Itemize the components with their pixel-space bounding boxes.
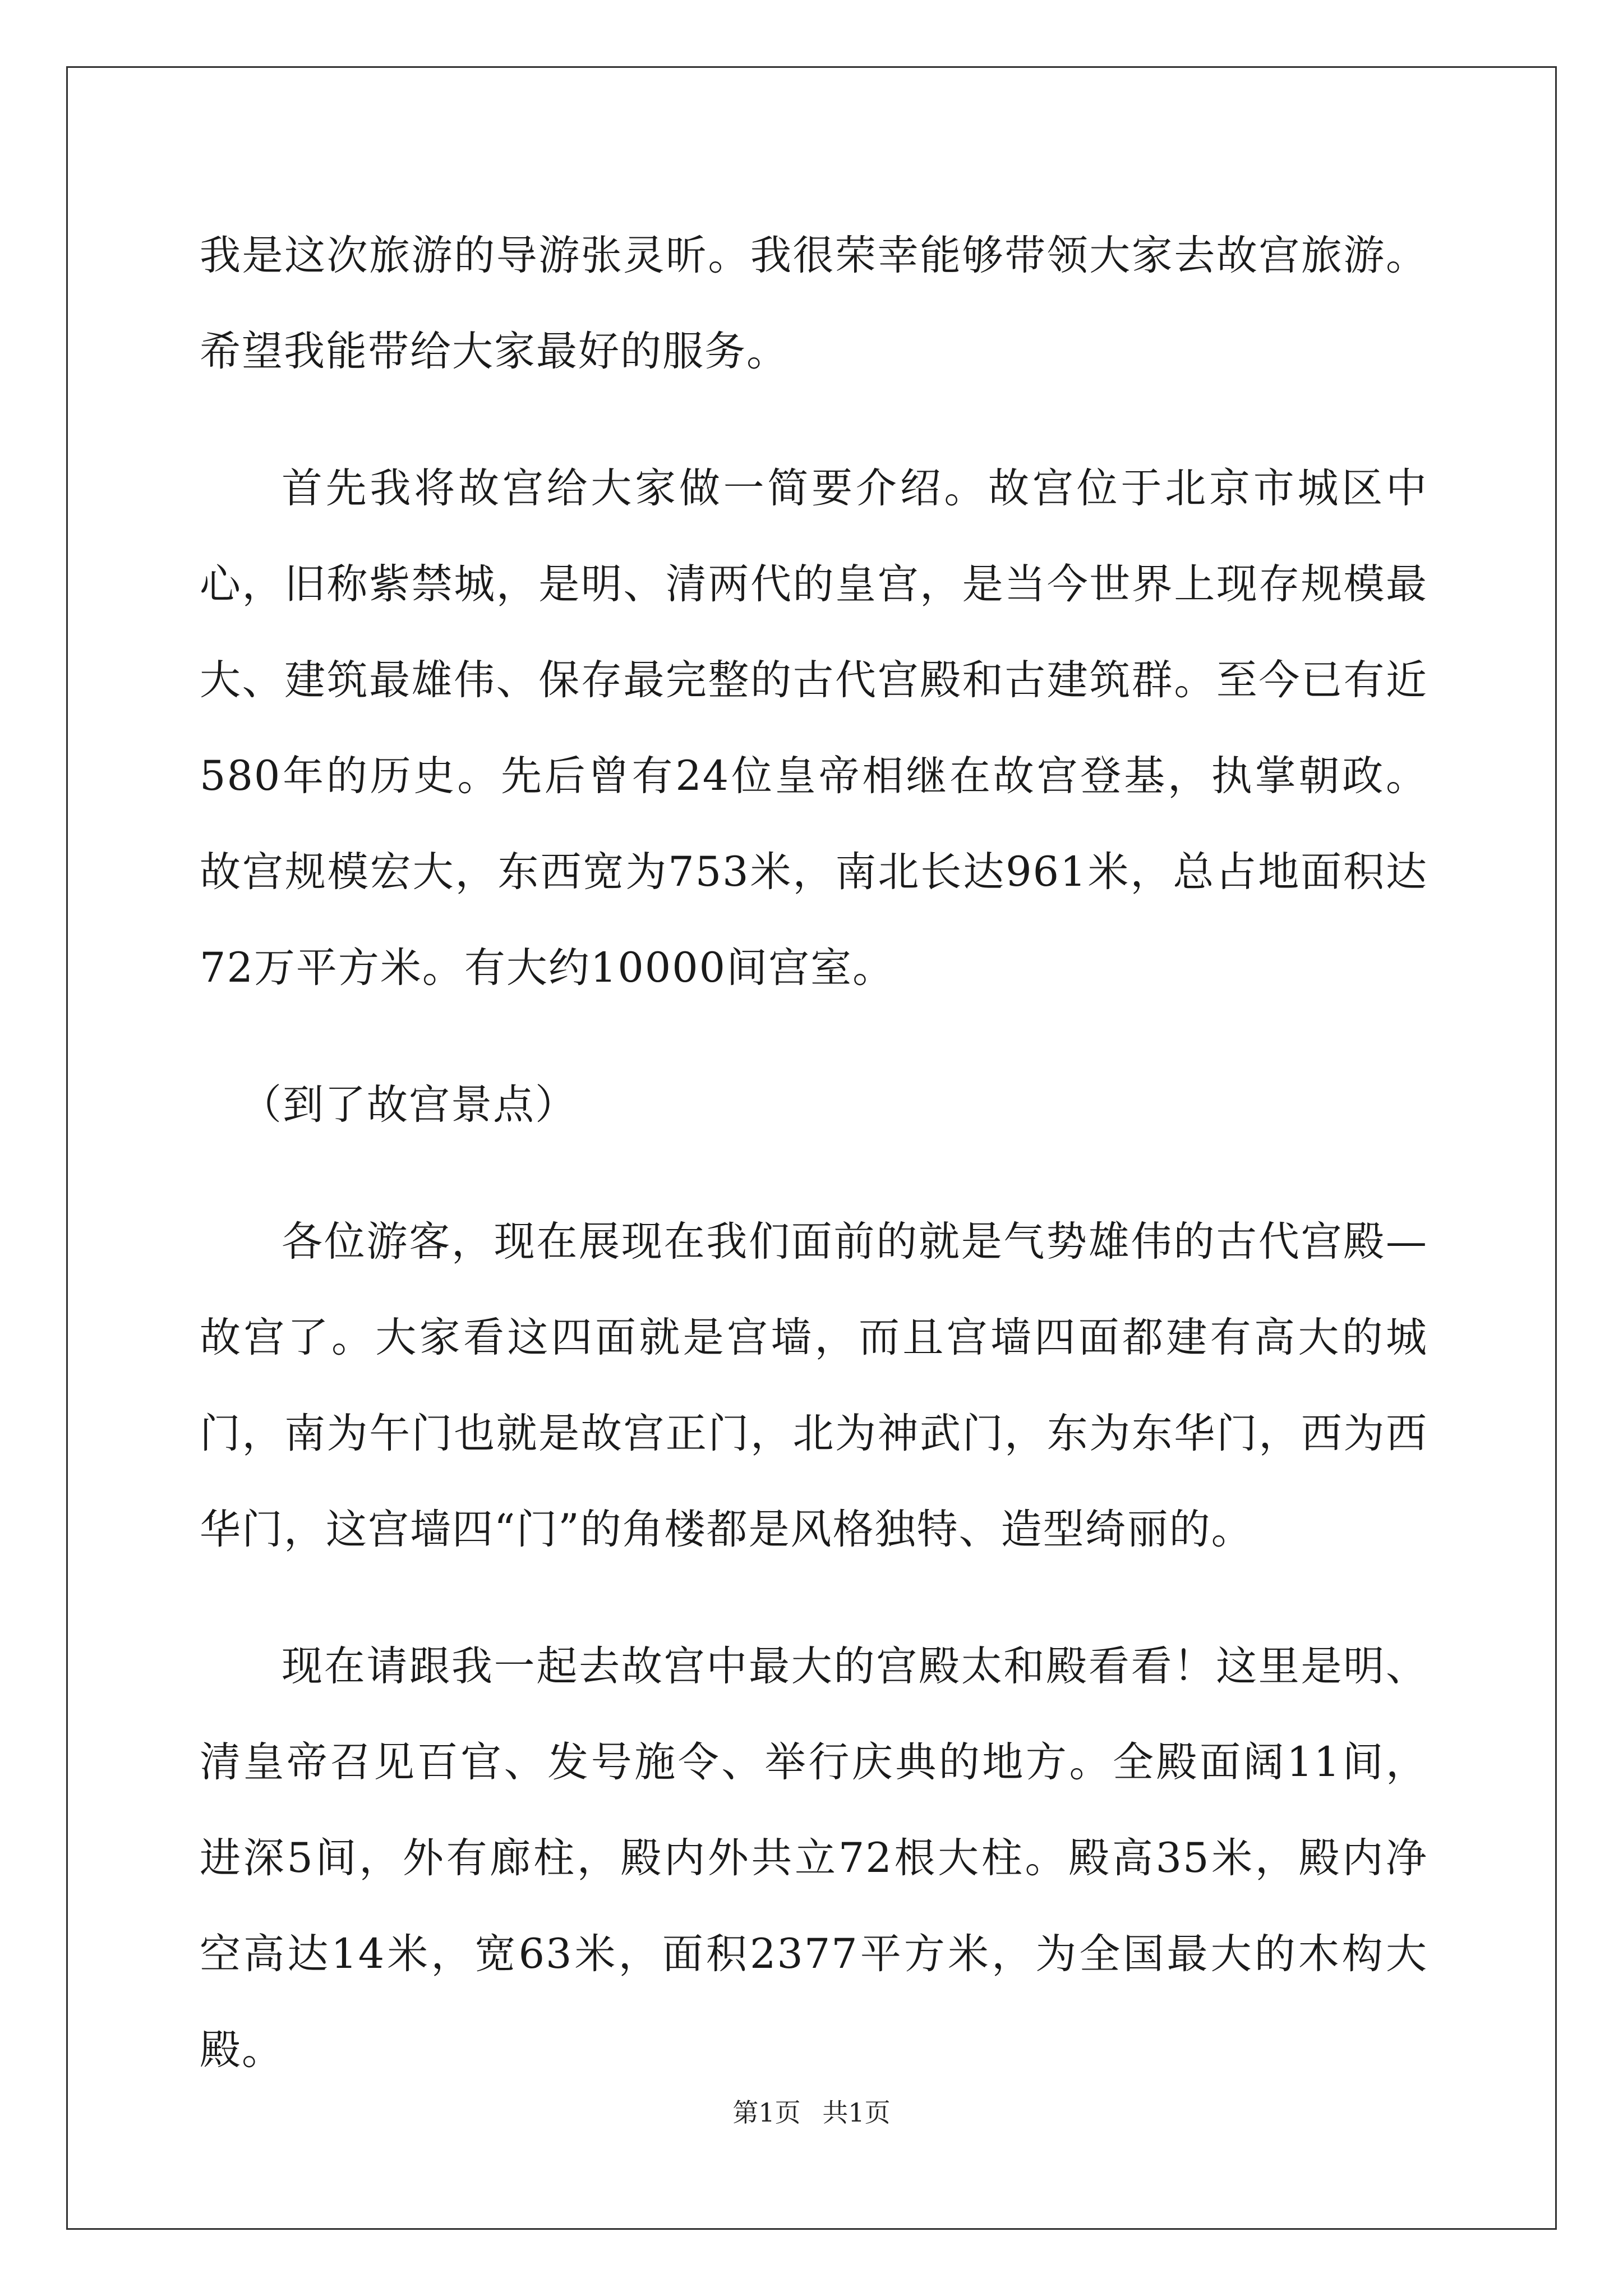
paragraph-intro: 我是这次旅游的导游张灵昕。我很荣幸能够带领大家去故宫旅游。希望我能带给大家最好的服务。: [200, 232, 1428, 375]
page-footer: [0, 2096, 1623, 2129]
page-number-total: 共1页: [822, 2097, 891, 2128]
paragraph-stage-note: （到了故宫景点）: [241, 1081, 577, 1129]
paragraph-overview: 首先我将故宫给大家做一简要介绍。故宫位于北京市城区中心，旧称紫禁城，是明、清两代的皇宫，是当今世界上现存规模最大、建筑最雄伟、保存最完整的古代宫殿和古建筑群。至今已有近580年的历史。先后曾有24位皇帝相继在故宫登基，执掌朝政。故宫规模宏大，东西宽为753米，南北长达961米，总占地面积达72万平方米。有大约10000间宫室。: [200, 464, 1428, 992]
paragraph-palace-walls: 各位游客，现在展现在我们面前的就是气势雄伟的古代宫殿—故宫了。大家看这四面就是宫墙，而且宫墙四面都建有高大的城门，南为午门也就是故宫正门，北为神武门，东为东华门，西为西华门，这宫墙四“门”的角楼都是风格独特、造型绮丽的。: [200, 1218, 1428, 1553]
page-number-current: 第1页: [732, 2097, 801, 2128]
paragraph-taihe-hall: 现在请跟我一起去故宫中最大的宫殿太和殿看看！这里是明、清皇帝召见百官、发号施令、举行庆典的地方。全殿面阔11间，进深5间，外有廊柱，殿内外共立72根大柱。殿高35米，殿内净空高达14米，宽63米，面积2377平方米，为全国最大的木构大殿。: [200, 1642, 1428, 2074]
document-body: [200, 208, 1428, 2139]
